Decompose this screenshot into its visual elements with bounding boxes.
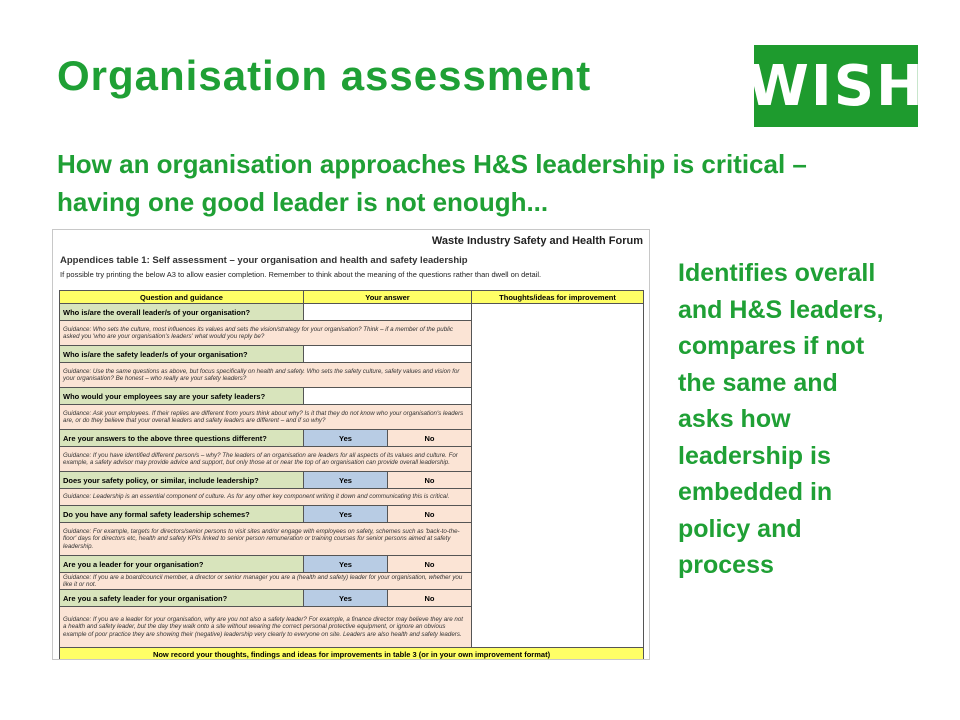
guidance-text: Guidance: Use the same questions as above, but focus specifically on health and safety. Who sets the safety culture, safety values and vision for your organisation? Be honest – who really are your safety leaders? [60, 363, 472, 388]
table-footer-row [60, 648, 644, 661]
no-option[interactable]: No [388, 506, 472, 523]
table-header-row [60, 291, 644, 304]
column-header: Your answer [304, 291, 472, 304]
guidance-text: Guidance: If you have identified different person/s – why? The leaders of an organisation are leaders for all aspects of its values and culture. For example, a safety advisor may provide advice and support, but only those at or near the top of an organisation can provide overall leadership. [60, 447, 472, 472]
slide-title: Organisation assessment [57, 52, 592, 99]
yes-option[interactable]: Yes [304, 430, 388, 447]
document-forum-name: Waste Industry Safety and Health Forum [431, 235, 643, 247]
improvement-ideas-field[interactable] [472, 304, 644, 648]
answer-field[interactable] [304, 304, 472, 321]
yes-option[interactable]: Yes [304, 556, 388, 573]
document-excerpt [52, 229, 650, 660]
table-footer: Now record your thoughts, findings and ideas for improvements in table 3 (or in your own improvement format) [60, 648, 644, 661]
no-option[interactable]: No [388, 556, 472, 573]
question-text: Do you have any formal safety leadership schemes? [60, 506, 304, 523]
yes-option[interactable]: Yes [304, 506, 388, 523]
guidance-text: Guidance: If you are a board/council member, a director or senior manager you are a (health and safety) leader for your organisation, whether you like it or not. [60, 573, 472, 590]
question-text: Who is/are the safety leader/s of your organisation? [60, 346, 304, 363]
guidance-text: Guidance: Leadership is an essential component of culture. As for any other key component writing it down and communicating this is critical. [60, 489, 472, 506]
question-text: Who would your employees say are your safety leaders? [60, 388, 304, 405]
guidance-text: Guidance: Ask your employees. If their replies are different from yours think about why? Is it that they do not know who your organisation's leaders are, or do they believe that your overall leaders and safety leaders are different – and if so why? [60, 405, 472, 430]
question-text: Does your safety policy, or similar, include leadership? [60, 472, 304, 489]
assessment-table [59, 290, 644, 660]
guidance-text: Guidance: Who sets the culture, most influences its values and sets the vision/strategy for your organisation? Think – if a member of the public asked you 'who are your organisation's leaders' what would you reply be? [60, 321, 472, 346]
question-text: Are your answers to the above three questions different? [60, 430, 304, 447]
question-text: Are you a leader for your organisation? [60, 556, 304, 573]
no-option[interactable]: No [388, 472, 472, 489]
guidance-text: Guidance: For example, targets for directors/senior persons to visit sites and/or engage with employees on safety, schemes such as 'back-to-the-floor' days for directors etc, health and safety KPIs linked to senior person remuneration or training courses for senior persons aimed at safety leadership. [60, 523, 472, 556]
document-instruction: If possible try printing the below A3 to allow easier completion. Remember to think about the meaning of the questions rather than dwell on detail. [60, 270, 542, 279]
yes-option[interactable]: Yes [304, 472, 388, 489]
no-option[interactable]: No [388, 590, 472, 607]
answer-field[interactable] [304, 346, 472, 363]
question-text: Who is/are the overall leader/s of your organisation? [60, 304, 304, 321]
no-option[interactable]: No [388, 430, 472, 447]
document-heading: Appendices table 1: Self assessment – your organisation and health and safety leadership [60, 255, 468, 266]
logo-text: WISH [747, 53, 925, 119]
side-description: Identifies overall and H&S leaders, compares if not the same and asks how leadership is embedded in policy and process [678, 259, 884, 579]
question-row [60, 304, 644, 321]
question-text: Are you a safety leader for your organisation? [60, 590, 304, 607]
yes-option[interactable]: Yes [304, 590, 388, 607]
column-header: Thoughts/ideas for improvement [472, 291, 644, 304]
guidance-text: Guidance: If you are a leader for your organisation, why are you not also a safety leader? For example, a finance director may believe they are not a health and safety leader, but the day they walk onto a site without wearing the correct personal protective equipment, or ignore an obvious example of poor practice they are showing their (negative) leadership very clearly to everyone on site. Leaders are also health and safety leaders. [60, 607, 472, 648]
wish-logo [747, 45, 925, 127]
slide-subtitle: How an organisation approaches H&S leadership is critical – having one good leader is not enough... [57, 149, 807, 217]
answer-field[interactable] [304, 388, 472, 405]
column-header: Question and guidance [60, 291, 304, 304]
